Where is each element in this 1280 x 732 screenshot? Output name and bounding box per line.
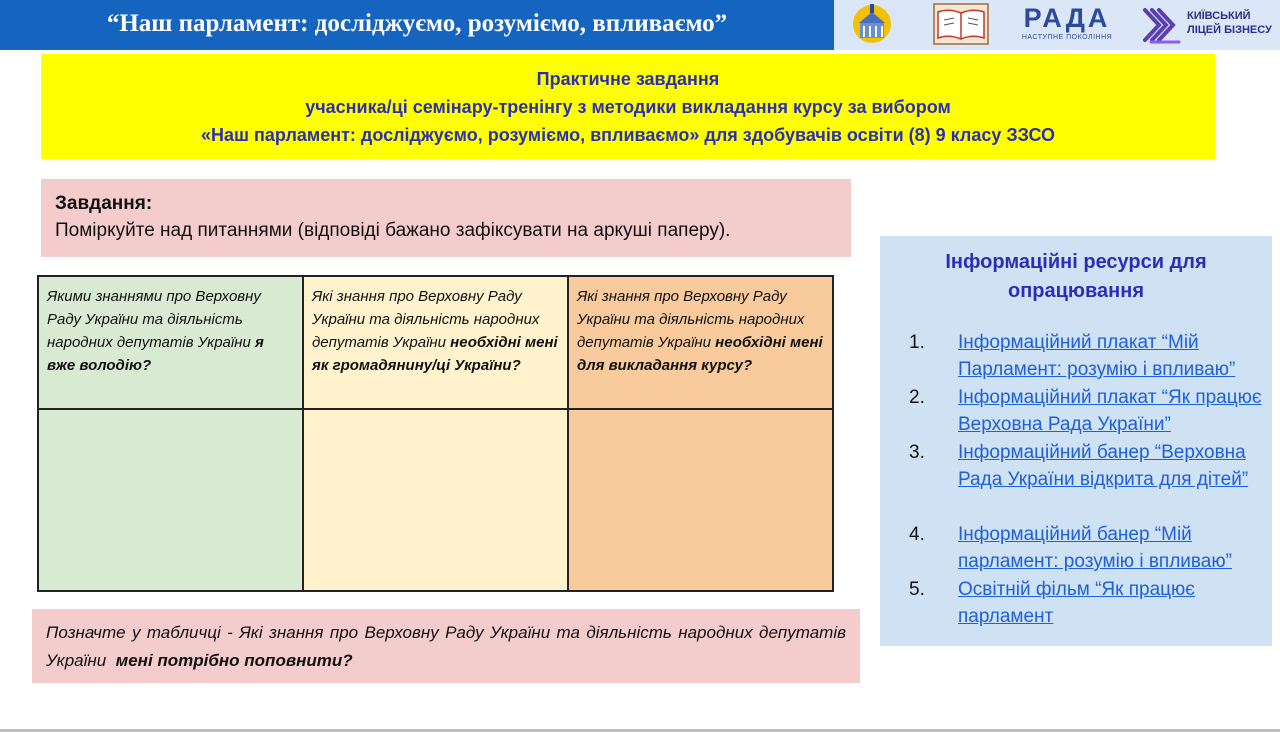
question-cell-citizen [303,276,568,409]
kyiv-logo-line2: ЛІЦЕЙ БІЗНЕСУ [1187,24,1272,36]
task-heading: Завдання: [55,193,153,214]
note-box [32,609,860,683]
resources-panel [880,236,1272,646]
note-emphasis: мені потрібно поповнити? [115,651,353,670]
banner-line-1: Практичне завдання [536,69,720,89]
rada-logo-subtitle: НАСТУПНЕ ПОКОЛІННЯ [1021,34,1113,41]
question-emphasis: необхідні мені для викладання курсу? [577,334,823,374]
resource-link-4[interactable]: Інформаційний банер “Мій парламент: розумію і впливаю” [958,524,1232,572]
list-item [880,576,1272,631]
resource-link-5[interactable]: Освітній фільм “Як працює парламент [958,579,1195,627]
list-item-number: 3. [909,442,925,463]
list-item [880,439,1272,521]
question-lead: Які знання про Верховну Раду України та діяльність народних депутатів України [577,288,805,351]
question-lead: Які знання про Верховну Раду України та діяльність народних депутатів України [312,288,540,351]
question-lead: Якими знаннями про Верховну Раду України та діяльність народних депутатів України [47,288,261,351]
kyiv-lyceum-logo [1139,0,1280,50]
banner-line-2: учасника/ці семінару-тренінгу з методики викладання курсу за вибором [305,97,951,117]
table-header-row [38,276,833,409]
resources-list [880,329,1272,631]
task-box [41,179,851,257]
list-item-number: 5. [909,579,925,600]
rada-logo [1012,0,1122,50]
list-item [880,329,1272,384]
answer-cell-teaching[interactable] [568,409,833,591]
question-emphasis: я вже володію? [47,334,264,374]
assignment-banner [41,54,1215,159]
questions-table [37,275,834,592]
list-item-number: 1. [909,332,925,353]
answer-cell-citizen[interactable] [303,409,568,591]
list-item [880,521,1272,576]
resource-link-3[interactable]: Інформаційний банер “Верховна Рада України відкрита для дітей” [958,442,1249,490]
page-title: “Наш парламент: досліджуємо, розуміємо, впливаємо” [106,10,728,37]
header-bar [0,0,1280,50]
task-text: Поміркуйте над питаннями (відповіді бажано зафіксувати на аркуші паперу). [55,220,731,241]
building-emblem-logo [842,0,906,50]
question-cell-teaching [568,276,833,409]
resource-link-1[interactable]: Інформаційний плакат “Мій Парламент: розумію і впливаю” [958,332,1236,380]
question-cell-known [38,276,303,409]
kyiv-logo-line1: КИЇВСЬКИЙ [1187,10,1251,22]
resources-title: Інформаційні ресурси для опрацювання [945,251,1207,302]
resource-link-2[interactable]: Інформаційний плакат “Як працює Верховна Рада України” [958,387,1262,435]
list-item [880,384,1272,439]
rada-logo-text: РАДА [1023,3,1111,33]
list-item-number: 4. [909,524,925,545]
banner-line-3: «Наш парламент: досліджуємо, розуміємо, впливаємо» для здобувачів освіти (8) 9 класу ЗЗСО [200,125,1056,145]
answer-cell-known[interactable] [38,409,303,591]
list-item-number: 2. [909,387,925,408]
note-lead: Позначте у табличці - Які знання про Верховну Раду України та діяльність народних депутатів України [46,623,846,670]
question-emphasis: необхідні мені як громадянину/ці України? [312,334,558,374]
logos-strip [834,0,1280,50]
table-answer-row [38,409,833,591]
note-text [46,619,846,675]
open-book-logo [930,0,992,50]
